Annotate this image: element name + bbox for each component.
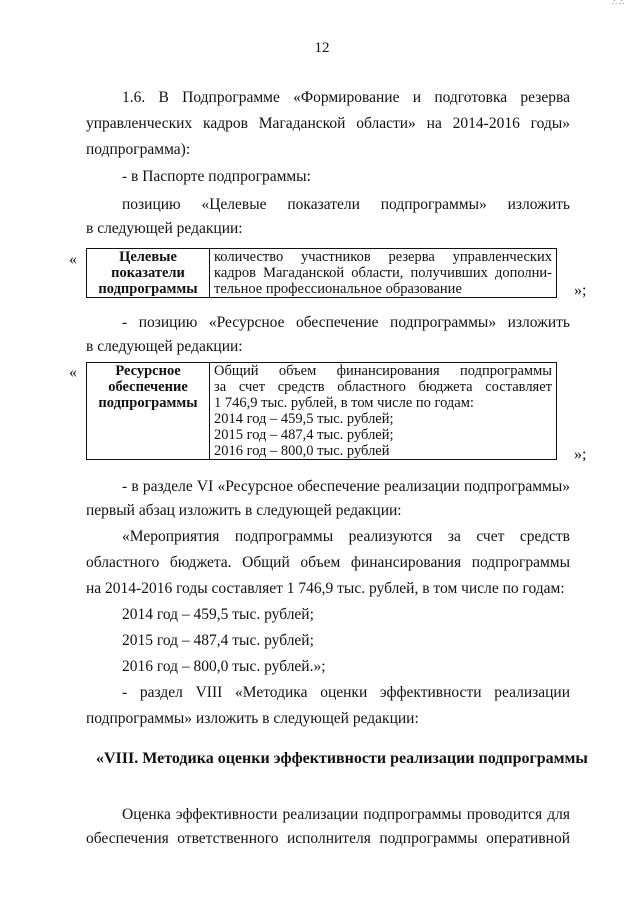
table-1-close-quote: »; — [574, 282, 587, 299]
section-8-intro-line-2: подпрограммы» изложить в следующей редакции: — [86, 710, 419, 727]
para-1-line-2: управленческих кадров Магаданской области» на 2014-2016 годы» — [86, 115, 570, 132]
section-8-intro-line-1: - раздел VIII «Методика оценки эффективности реализации — [122, 684, 570, 701]
table-label-line: подпрограммы — [98, 281, 198, 297]
resource-table — [86, 362, 557, 460]
measures-line-3: на 2014-2016 годы составляет 1 746,9 тыс. рублей, в том числе по годам: — [86, 580, 565, 597]
table-row — [87, 249, 557, 298]
year-2016-line: 2016 год – 800,0 тыс. рублей.»; — [122, 658, 326, 675]
resource-intro-line-1: - позицию «Ресурсное обеспечение подпрограммы» изложить — [122, 314, 570, 331]
table-label-cell — [87, 363, 210, 460]
table-label-cell — [87, 249, 210, 298]
table-label-line: Целевые — [119, 249, 177, 265]
section-6-intro-line-1: - в разделе VI «Ресурсное обеспечение реализации подпрограммы» — [122, 478, 570, 495]
table-label-line: Ресурсное — [115, 363, 181, 379]
table-label-line: показатели — [111, 265, 185, 281]
table-value-line: 2016 год – 800,0 тыс. рублей — [214, 443, 390, 459]
para-1-line-1: 1.6. В Подпрограмме «Формирование и подготовка резерва — [122, 89, 570, 106]
target-intro-line-1: позицию «Целевые показатели подпрограммы» изложить — [122, 196, 570, 213]
year-2015-line: 2015 год – 487,4 тыс. рублей; — [122, 632, 314, 649]
table-label-line: подпрограммы — [98, 395, 198, 411]
table-value-line: тельное профессиональное образование — [214, 281, 462, 297]
table-value-line: 2015 год – 487,4 тыс. рублей; — [214, 427, 394, 443]
table-value-line: 1 746,9 тыс. рублей, в том числе по годам: — [214, 395, 474, 411]
page-number: 12 — [314, 40, 330, 56]
target-indicators-table — [86, 248, 557, 298]
table-value-cell — [210, 363, 557, 460]
section-8-heading: «VIII. Методика оценки эффективности реализации подпрограммы — [96, 750, 588, 767]
section-6-intro-line-2: первый абзац изложить в следующей редакции: — [86, 502, 402, 519]
corner-mark: ∴ ∴ — [612, 0, 625, 7]
table-label-line: обеспечение — [108, 379, 188, 395]
passport-intro: - в Паспорте подпрограммы: — [122, 168, 311, 185]
table-value-line: количество участников резерва управленческих — [214, 249, 552, 265]
table-value-line: за счет средств областного бюджета составляет — [214, 379, 552, 395]
table-value-line: Общий объем финансирования подпрограммы — [214, 363, 552, 379]
table-1-open-quote: « — [69, 251, 77, 268]
measures-line-2: областного бюджета. Общий объем финансирования подпрограммы — [86, 554, 570, 571]
final-line-2: обеспечения ответственного исполнителя подпрограммы оперативной — [86, 830, 570, 847]
table-2-close-quote: »; — [574, 446, 587, 463]
target-intro-line-2: в следующей редакции: — [86, 220, 243, 237]
resource-intro-line-2: в следующей редакции: — [86, 338, 243, 355]
measures-line-1: «Мероприятия подпрограммы реализуются за счет средств — [122, 528, 570, 545]
table-value-line: кадров Магаданской области, получивших дополни- — [214, 265, 552, 281]
table-value-line: 2014 год – 459,5 тыс. рублей; — [214, 411, 394, 427]
year-2014-line: 2014 год – 459,5 тыс. рублей; — [122, 606, 314, 623]
table-value-cell — [210, 249, 557, 298]
final-line-1: Оценка эффективности реализации подпрограммы проводится для — [122, 806, 570, 823]
table-2-open-quote: « — [69, 364, 77, 381]
para-1-line-3: подпрограмма): — [86, 141, 191, 158]
table-row — [87, 363, 557, 460]
